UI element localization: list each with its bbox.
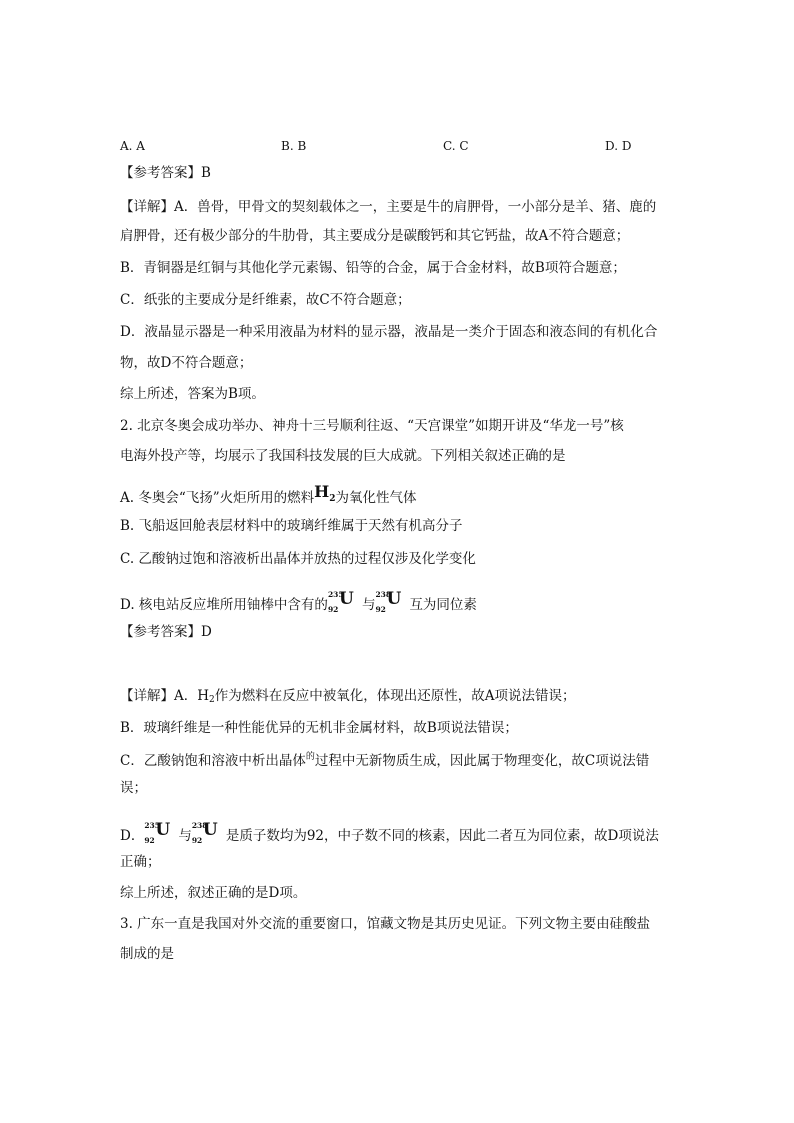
q2-detail-line: 正确； — [120, 854, 161, 870]
q1-detail-line: 【详解】A．兽骨，甲骨文的契刻载体之一，主要是牛的肩胛骨，一小部分是羊、猪、鹿的 — [120, 199, 657, 215]
nuclide-u235: 235 92 U — [144, 820, 171, 845]
q3-stem-line: 制成的是 — [120, 946, 174, 962]
q2-detail-line: 综上所述，叙述正确的是D项。 — [120, 885, 307, 901]
q2-stem-line: 电海外投产等，均展示了我国科技发展的巨大成就。下列相关叙述正确的是 — [120, 448, 566, 464]
q2-detail-line: B．玻璃纤维是一种性能优异的无机非金属材料，故B项说法错误； — [120, 720, 518, 736]
h2-formula: $H_2$ — [314, 482, 336, 505]
q1-detail-line: C．纸张的主要成分是纤维素，故C不符合题意； — [120, 292, 411, 308]
q2-option-a: A. 冬奥会“飞扬”火炬所用的燃料$H_2$为氧化性气体 — [120, 487, 417, 514]
q2-detail-line: C．乙酸钠饱和溶液中析出晶体$^的$过程中无新物质生成，因此属于物理变化，故C项说法错 — [120, 752, 650, 769]
q1-detail-line: 肩胛骨，还有极少部分的牛肋骨，其主要成分是碳酸钙和其它钙盐，故A不符合题意； — [120, 228, 630, 244]
q2-detail-line: D． 235 92 U 与 238 92 U 是质子数均为92，中子数不同的核素，因此二者互为同位素，故D项说法 — [120, 820, 659, 845]
q1-detail-line: B．青铜器是红铜与其他化学元素锡、铅等的合金，属于合金材料，故B项符合题意； — [120, 260, 626, 276]
q1-option-a: A. A — [120, 139, 145, 153]
q2-answer: 【参考答案】D — [120, 624, 212, 640]
q2-option-c: C. 乙酸钠过饱和溶液析出晶体并放热的过程仅涉及化学变化 — [120, 551, 476, 567]
nuclide-u235: 235 92 U — [327, 589, 354, 614]
q2-option-b: B. 飞船返回舱表层材料中的玻璃纤维属于天然有机高分子 — [120, 518, 463, 534]
q1-answer: 【参考答案】B — [120, 165, 211, 181]
nuclide-u238: 238 92 U — [191, 820, 218, 845]
q1-detail-line: 物，故D不符合题意； — [120, 355, 253, 371]
q2-detail-line: 误； — [120, 780, 147, 796]
q1-detail-line: D．液晶显示器是一种采用液晶为材料的显示器，液晶是一类介于固态和液态间的有机化合 — [120, 324, 658, 340]
q2-stem-line: 2. 北京冬奥会成功举办、神舟十三号顺利往返、“天宫课堂”如期开讲及“华龙一号”核 — [120, 418, 624, 434]
q1-option-d: D. D — [605, 139, 632, 153]
q3-stem-line: 3. 广东一直是我国对外交流的重要窗口，馆藏文物是其历史见证。下列文物主要由硅酸盐 — [120, 916, 651, 932]
q1-option-b: B. B — [281, 139, 307, 153]
q2-option-d: D. 核电站反应堆所用铀棒中含有的 235 92 U 与 238 92 U 互为同位素 — [120, 589, 477, 614]
q2-detail-line: 【详解】A．$H_2$作为燃料在反应中被氧化，体现出还原性，故A项说法错误； — [120, 688, 576, 705]
nuclide-u238: 238 92 U — [375, 589, 402, 614]
q1-option-c: C. C — [443, 139, 469, 153]
q1-detail-line: 综上所述，答案为B项。 — [120, 386, 265, 402]
